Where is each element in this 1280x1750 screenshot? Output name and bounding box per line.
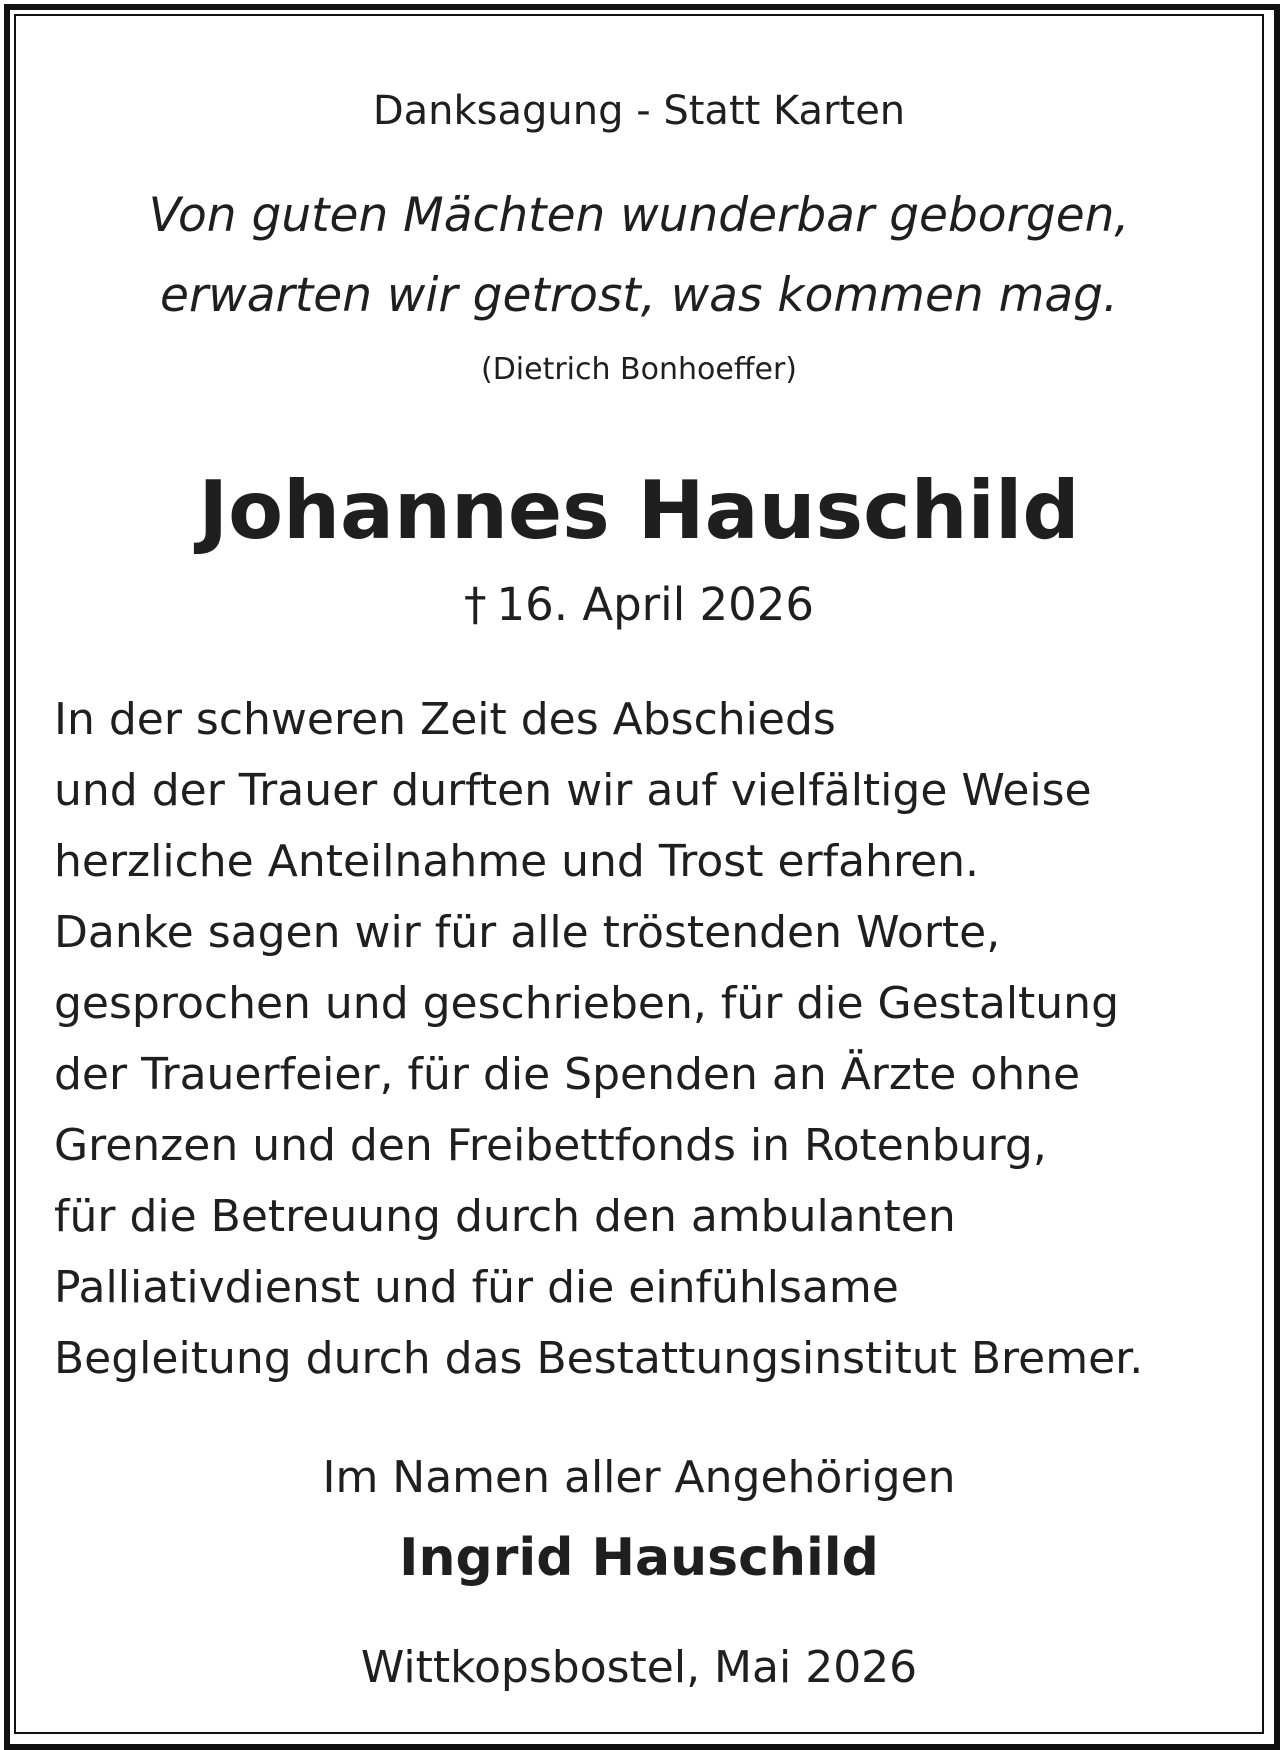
death-date-line (16, 578, 1262, 631)
signer-name: Ingrid Hauschild (399, 1528, 879, 1588)
cross-icon: † (463, 578, 487, 631)
body-line-3: herzliche Anteilnahme und Trost erfahren. (54, 836, 980, 887)
death-date: 16. April 2026 (496, 578, 815, 631)
body-line-4: Danke sagen wir für alle tröstenden Worte, (54, 907, 1001, 958)
body-line-5: gesprochen und geschrieben, für die Gestaltung (54, 978, 1120, 1029)
quote-line-1: Von guten Mächten wunderbar geborgen, (148, 188, 1130, 243)
thank-you-text (54, 684, 1244, 1394)
obituary-notice (16, 16, 1262, 1734)
body-line-1: In der schweren Zeit des Abschieds (54, 694, 836, 745)
place-and-date: Wittkopsbostel, Mai 2026 (360, 1642, 918, 1693)
deceased-name: Johannes Hauschild (198, 464, 1080, 557)
body-line-10: Begleitung durch das Bestattungsinstitut Bremer. (54, 1333, 1144, 1384)
body-line-6: der Trauerfeier, für die Spenden an Ärzte ohne (54, 1049, 1081, 1100)
body-line-9: Palliativdienst und für die einfühlsame (54, 1262, 899, 1313)
body-line-7: Grenzen und den Freibettfonds in Rotenburg, (54, 1120, 1047, 1171)
notice-heading: Danksagung - Statt Karten (372, 88, 906, 134)
body-line-2: und der Trauer durften wir auf vielfältige Weise (54, 765, 1092, 816)
quote-attribution: (Dietrich Bonhoeffer) (480, 352, 797, 387)
body-line-8: für die Betreuung durch den ambulanten (54, 1191, 956, 1242)
closing-line: Im Namen aller Angehörigen (322, 1452, 956, 1503)
quote-line-2: erwarten wir getrost, was kommen mag. (160, 268, 1118, 323)
